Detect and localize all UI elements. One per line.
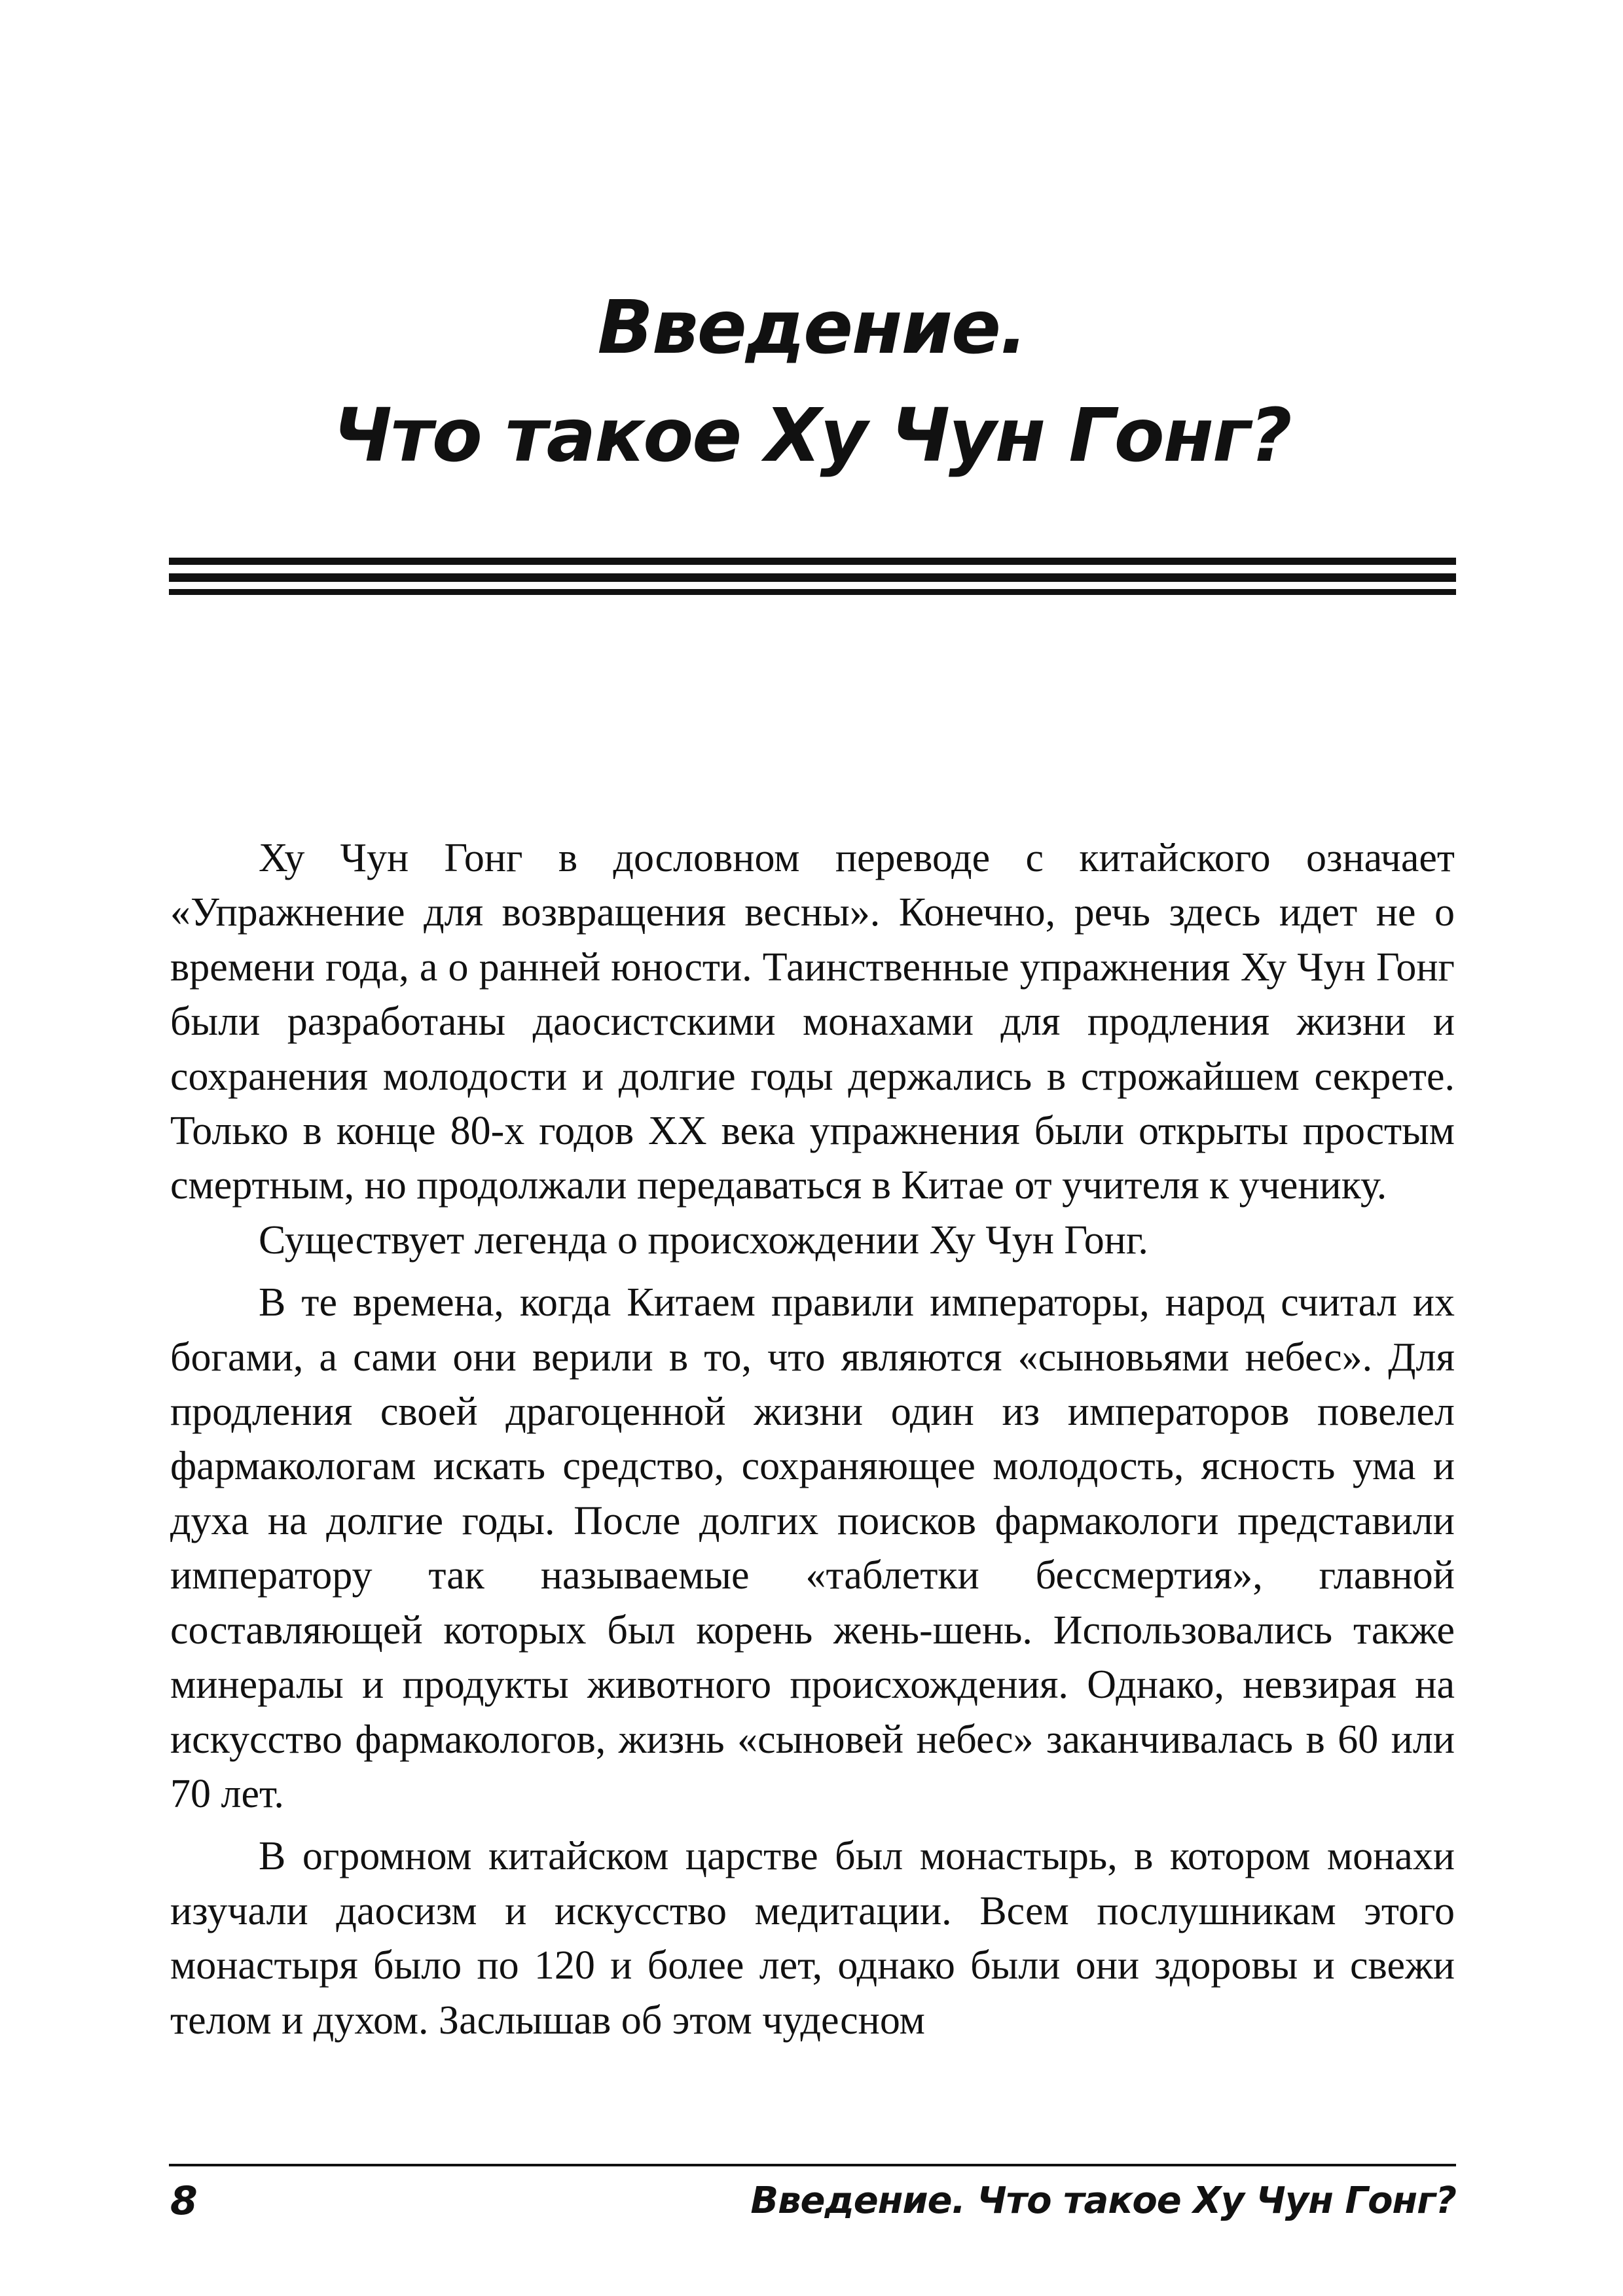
paragraph-1: Ху Чун Гонг в дословном переводе с китайского означает «Упражнение для возвращения весны». Конечно, речь здесь идет не о времени года, а о ранней юности. Таинственные упражнения Ху Чун Гонг были разработаны даосистскими монахами для продления жизни и сохранения молодости и долгие годы держались в строжайшем секрете. Только в конце 80-х годов XX века упражнения были открыты простым смертным, но продолжали передаваться в Китае от учителя к ученику. <box>170 836 1455 1208</box>
chapter-title-line-2: Что такое Ху Чун Гонг? <box>333 393 1291 479</box>
running-header: Введение. Что такое Ху Чун Гонг? <box>750 2179 1456 2222</box>
footer-divider <box>169 2164 1456 2166</box>
heading-divider-line-2 <box>169 573 1456 582</box>
chapter-title-line-1: Введение. <box>597 285 1027 371</box>
page-number: 8 <box>170 2178 198 2224</box>
paragraph-4: В огромном китайском царстве был монастырь, в котором монахи изучали даосизм и искусство медитации. Всем послушникам этого монастыря было по 120 и более лет, однако были они здоровы и свежи телом и духом. Заслышав об этом чудесном <box>170 1834 1455 2043</box>
heading-divider-line-3 <box>169 589 1456 595</box>
chapter-heading <box>170 276 1453 492</box>
paragraph-3: В те времена, когда Китаем правили императоры, народ считал их богами, а сами они верили в то, что являются «сыновьями небес». Для продления своей драгоценной жизни один из императоров повелел фармакологам искать средство, сохраняющее молодость, ясность ума и духа на долгие годы. После долгих поисков фармакологи представили императору так называемые «таблетки бессмертия», главной составляющей которых был корень жень-шень. Использовались также минералы и продукты животного происхождения. Однако, невзирая на искусство фармакологов, жизнь «сыновей небес» заканчивалась в 60 или 70 лет. <box>170 1280 1455 1816</box>
heading-divider-line-1 <box>169 558 1456 565</box>
body-text <box>170 831 1455 2048</box>
paragraph-2: Существует легенда о происхождении Ху Чун Гонг. <box>259 1217 1148 1263</box>
